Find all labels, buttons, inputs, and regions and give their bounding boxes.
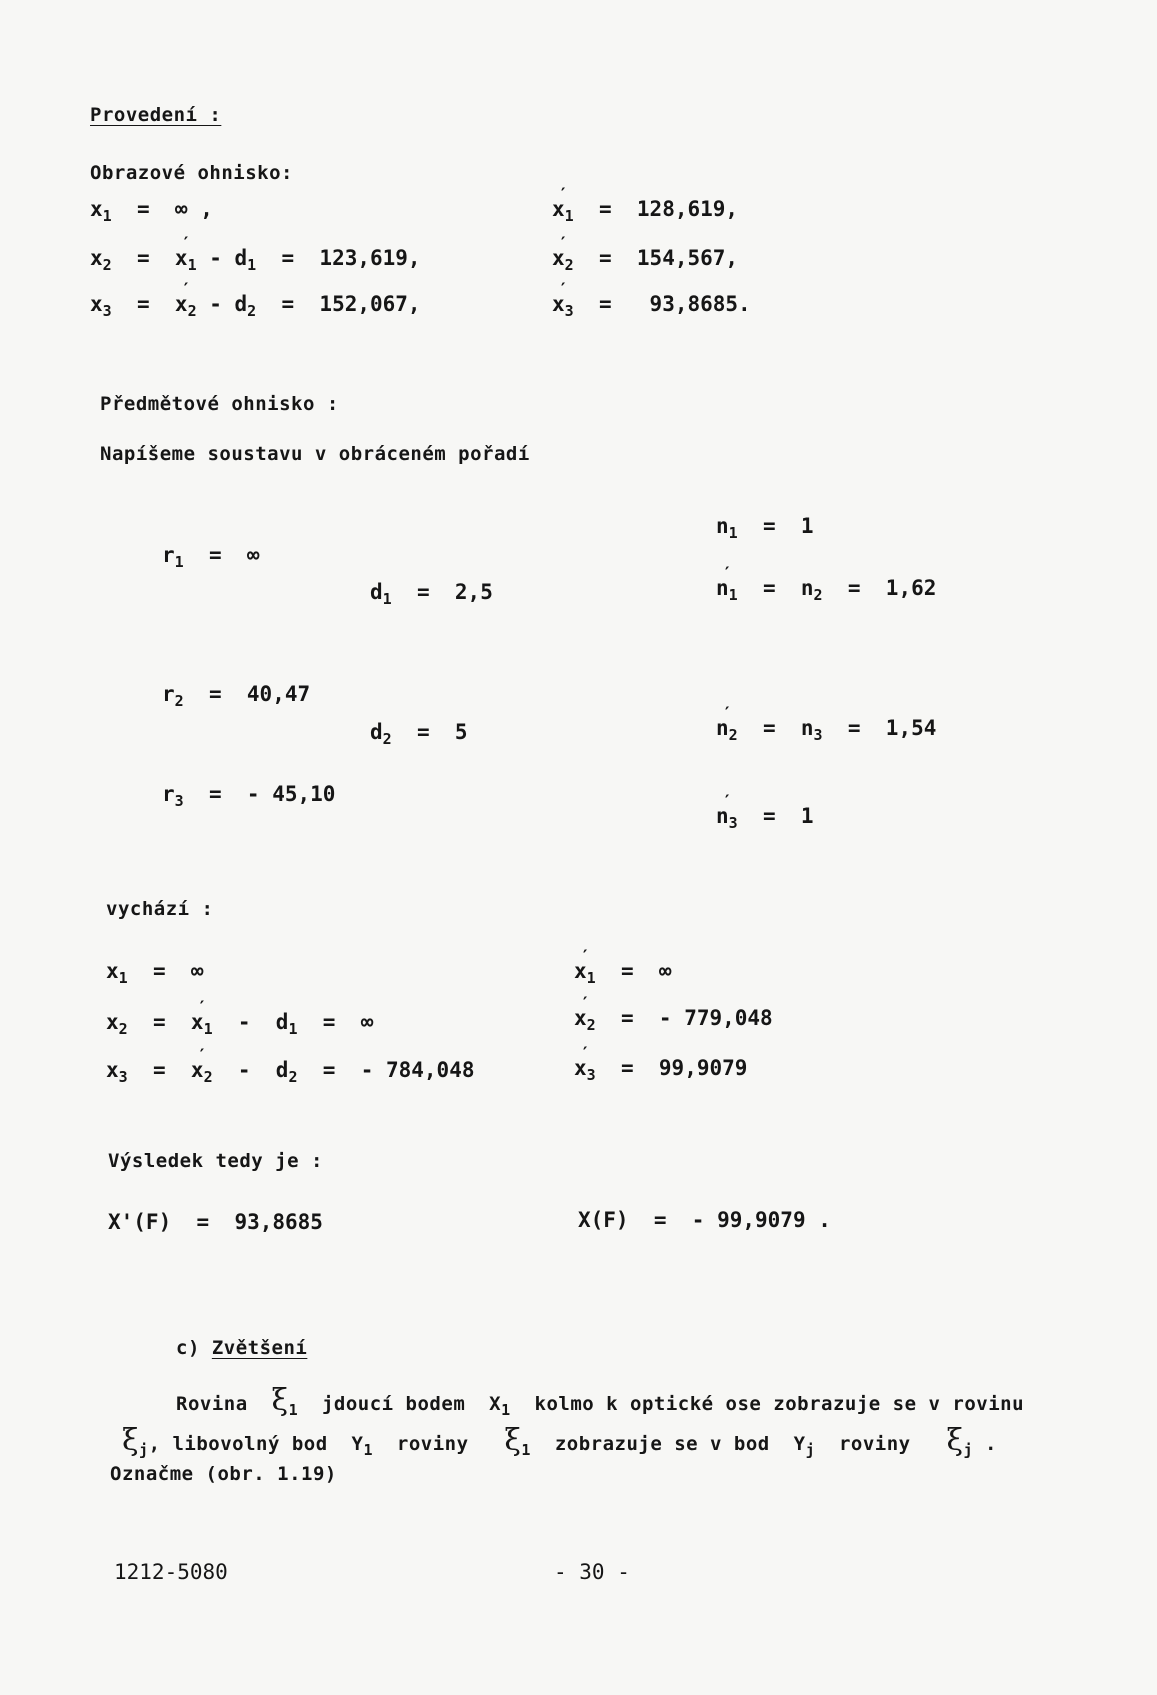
param-n3-prime-value: 1: [800, 804, 814, 828]
param-n1-prime-n2: ′ $n_1 = n_2 = 1,62$: [716, 576, 936, 604]
param-d1-value: 2,5: [454, 580, 493, 604]
page-number: - 30 -: [554, 1560, 630, 1584]
param-d1: $d_1 = 2,5$: [370, 580, 493, 608]
res-x1-value: ∞: [190, 959, 204, 983]
param-r3-value: - 45,10: [246, 782, 336, 806]
res-x3-prime: ′ $x_3 = 99,9079$: [574, 1056, 747, 1084]
section-title-prefix: c): [176, 1337, 200, 1359]
res-x3-value: - 784,048: [360, 1058, 475, 1082]
param-n1: $n_1 = 1$: [716, 514, 814, 542]
res-x2-prime: ′ $x_2$ = - 779,048: [574, 1006, 773, 1034]
res-x2-prime-value: - 779,048: [658, 1006, 773, 1030]
param-n2-prime-n3: ′ $n_2 = n_3 = 1,54$: [716, 716, 936, 744]
res-x1: $x_1$ = ∞: [106, 959, 204, 987]
eq-x1-prime-value: 128,619,: [636, 197, 739, 221]
section-line-2: $\xi_j$, libovolný bod $Y_1$ roviny $\xi_1$ zobrazuje se v bod $Y_j$ roviny $\xi_j$ .: [122, 1423, 997, 1459]
section-title: [176, 1337, 307, 1359]
section-line-3: Označme (obr. 1.19): [110, 1463, 337, 1485]
param-d2: $d_2 = 5$: [370, 720, 468, 748]
param-r3: $r_3$ = - 45,10: [162, 782, 336, 810]
line1-part-a: Rovina: [176, 1393, 248, 1415]
final-label: Výsledek tedy je :: [108, 1150, 323, 1172]
line2-part-c: zobrazuje se v bod: [554, 1433, 770, 1455]
eq-x3-prime: ′ $x_3 = 93,8685$.: [552, 292, 751, 320]
object-focus-label: Předmětové ohnisko :: [100, 393, 339, 415]
line2-part-b: roviny: [396, 1433, 469, 1455]
line1-part-b: jdoucí bodem: [321, 1393, 466, 1415]
eq-x2: $x_2$ = ′ $x_1 - d_1 = 123,619$,: [90, 246, 421, 274]
section-heading: Provedení :: [90, 104, 222, 126]
eq-x1-value: ∞ ,: [174, 197, 213, 221]
res-x1-prime-value: ∞: [658, 959, 672, 983]
eq-x3: $x_3$ = ′ $x_2 - d_2 = 152,067$,: [90, 292, 421, 320]
param-r1-value: ∞: [246, 543, 260, 567]
eq-x2-prime-value: 154,567,: [636, 246, 739, 270]
result-label: vychází :: [106, 898, 214, 920]
section-title-text: Zvětšení: [211, 1337, 308, 1359]
final-xf-value: - 99,9079 .: [691, 1208, 831, 1232]
res-x3-prime-value: 99,9079: [658, 1056, 748, 1080]
line1-part-c: kolmo k optické ose zobrazuje se v rovinu: [534, 1393, 1025, 1415]
param-n2-prime-n3-value: 1,54: [885, 716, 937, 740]
param-r2: $r_2 = 40,47$: [162, 682, 311, 710]
object-focus-note: Napíšeme soustavu v obráceném pořadí: [100, 443, 530, 465]
param-r2-value: 40,47: [246, 682, 311, 706]
final-xpf: X'(F) = 93,8685: [108, 1210, 323, 1234]
res-x1-prime: ′ $x_1$ = ∞: [574, 959, 672, 987]
param-n3-prime: ′ $n_3 = 1$: [716, 804, 814, 832]
line2-part-a: , libovolný bod: [148, 1433, 328, 1455]
param-r1: $r_1$ = ∞: [162, 543, 260, 571]
res-x2: $x_2$ = ′ $x_1 - d_1$ = ∞: [106, 1010, 373, 1038]
footer-code: 1212-5080: [114, 1560, 228, 1584]
eq-x3-value: 152,067,: [319, 292, 421, 316]
section-line-1: Rovina $\xi_1$ jdoucí bodem $X_1$ kolmo k optické ose zobrazuje se v rovinu: [176, 1383, 1025, 1419]
param-n1-prime-n2-value: 1,62: [885, 576, 937, 600]
final-xpf-value: 93,8685: [234, 1210, 323, 1234]
res-x3: $x_3$ = ′ $x_2 - d_2$ = - 784,048: [106, 1058, 475, 1086]
eq-x2-prime: ′ $x_2 = 154,567$,: [552, 246, 738, 274]
eq-x2-value: 123,619,: [319, 246, 421, 270]
res-x2-value: ∞: [360, 1010, 374, 1034]
line2-part-d: roviny: [838, 1433, 911, 1455]
eq-x3-prime-value: 93,8685.: [649, 292, 751, 316]
param-n1-value: 1: [800, 514, 814, 538]
param-d2-value: 5: [454, 720, 468, 744]
image-focus-label: Obrazové ohnisko:: [90, 162, 293, 184]
eq-x1: $x_1$ = ∞ ,: [90, 197, 213, 225]
final-xf: X(F) = - 99,9079 .: [578, 1208, 831, 1232]
eq-x1-prime: ′ $x_1 = 128,619$,: [552, 197, 738, 225]
